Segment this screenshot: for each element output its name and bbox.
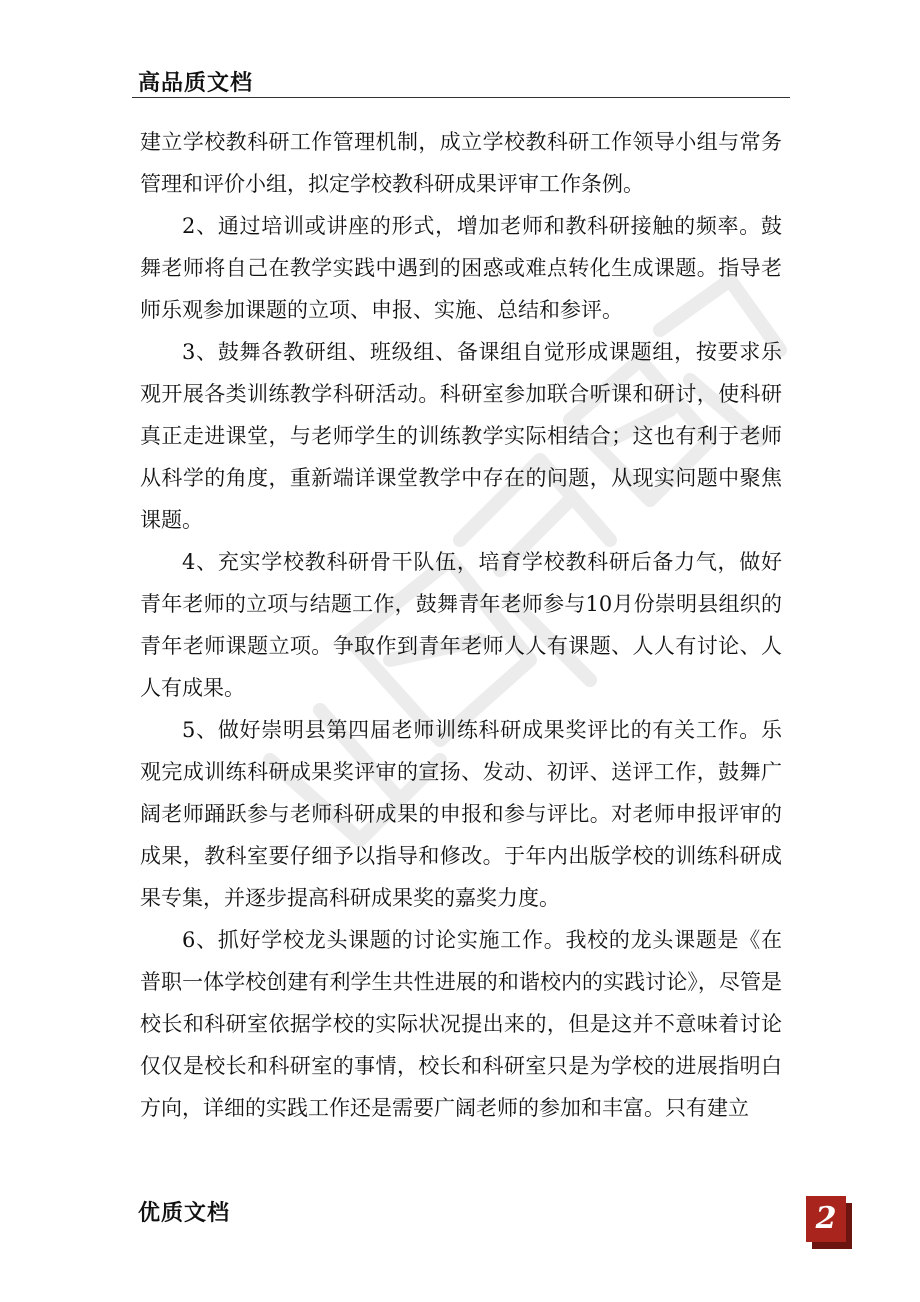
paragraph-6: 6、抓好学校龙头课题的讨论实施工作。我校的龙头课题是《在普职一体学校创建有利学生共性进展的和谐校内的实践讨论》，尽管是校长和科研室依据学校的实际状况提出来的，但是这并不意味着讨论仅仅是校长和科研室的事情，校长和科研室只是为学校的进展指明白方向，详细的实践工作还是需要广阔老师的参加和丰富。只有建立: [140, 928, 782, 1120]
header-title: 高品质文档: [138, 71, 254, 96]
paragraph-5: 5、做好崇明县第四届老师训练科研成果奖评比的有关工作。乐观完成训练科研成果奖评审的宣扬、发动、初评、送评工作，鼓舞广阔老师踊跃参与老师科研成果的申报和参与评比。对老师申报评审的成果，教科室要仔细予以指导和修改。于年内出版学校的训练科研成果专集，并逐步提高科研成果奖的嘉奖力度。: [140, 718, 782, 910]
paragraph-1: 建立学校教科研工作管理机制，成立学校教科研工作领导小组与常务管理和评价小组，拟定学校教科研成果评审工作条例。: [140, 130, 782, 196]
paragraph-2: 2、通过培训或讲座的形式，增加老师和教科研接触的频率。鼓舞老师将自己在教学实践中遇到的困惑或难点转化生成课题。指导老师乐观参加课题的立项、申报、实施、总结和参评。: [140, 214, 782, 322]
paragraph-4: 4、充实学校教科研骨干队伍，培育学校教科研后备力气，做好青年老师的立项与结题工作，鼓舞青年老师参与10月份崇明县组织的青年老师课题立项。争取作到青年老师人人有课题、人人有讨论、人人有成果。: [140, 550, 782, 700]
document-body: [140, 121, 782, 1129]
page-number: 2: [815, 1201, 837, 1236]
footer-title: 优质文档: [138, 1201, 231, 1226]
header-divider: [132, 97, 790, 98]
paragraph-3: 3、鼓舞各教研组、班级组、备课组自觉形成课题组，按要求乐观开展各类训练教学科研活动。科研室参加联合听课和研讨，使科研真正走进课堂，与老师学生的训练教学实际相结合；这也有利于老师从科学的角度，重新端详课堂教学中存在的问题，从现实问题中聚焦课题。: [140, 340, 782, 532]
